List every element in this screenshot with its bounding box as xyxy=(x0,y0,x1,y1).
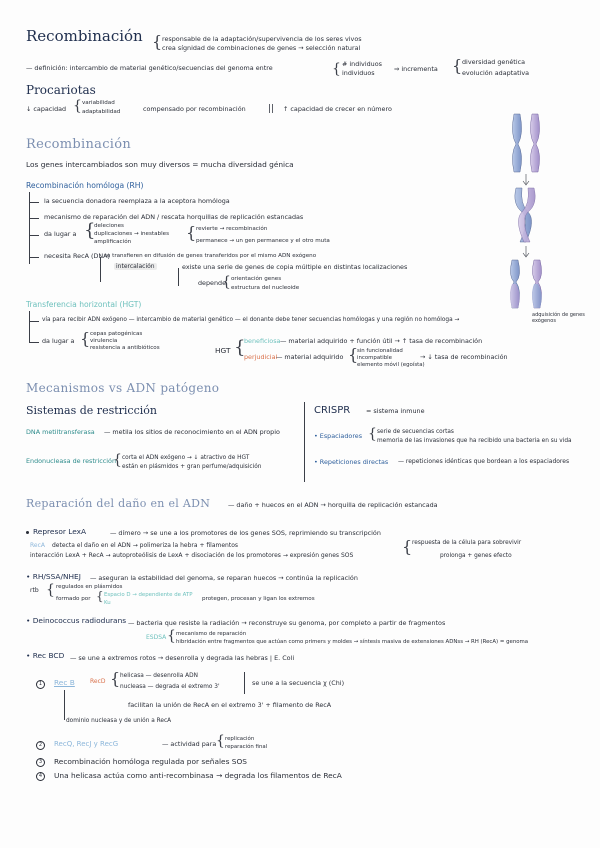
rtb-e: protegen, procesan y ligan los extremos xyxy=(202,596,315,602)
capacity-variability: variabilidad xyxy=(82,100,115,106)
recb-nuclease: nucleasa — degrada el extremo 3' xyxy=(120,684,220,690)
brace-intro: { xyxy=(152,32,163,51)
homologous-line-4b: se transfieren en difusión de genes transferidos por el mismo ADN exógeno xyxy=(104,253,317,259)
recq-activity: — actividad para xyxy=(162,740,217,748)
tree-branch xyxy=(29,321,39,322)
repair-title: Reparación del daño en el ADN xyxy=(26,497,211,510)
hgt-line-2: da lugar a xyxy=(42,337,75,345)
chi-divider xyxy=(244,672,245,694)
prolong-genes: prolonga + genes efecto xyxy=(440,553,512,559)
depends-label: depende xyxy=(198,279,227,287)
brace-hgt: { xyxy=(80,329,91,348)
recq-recj-recg: RecQ, RecJ y RecG xyxy=(54,740,119,748)
hgt-title: Transferencia horizontal (HGT) xyxy=(26,300,142,309)
intro-point-1: responsable de la adaptación/supervivencia de los seres vivos xyxy=(162,35,362,43)
procariotas-capacity: ↓ capacidad xyxy=(26,105,67,113)
endonuclease-a: corta el ADN exógeno → ↓ atractivo de HGT xyxy=(122,455,250,461)
reca-text: detecta el daño en el ADN → polimeriza la hebra + filamentos xyxy=(52,542,238,549)
tree-branch xyxy=(29,342,39,343)
brace-esdsa: { xyxy=(167,628,176,644)
hgt-line-1: vía para recibir ADN exógeno — intercambio de material genético — el donante debe tener secuencias homólogas y una región no homóloga → xyxy=(42,317,460,323)
esdsa-label: ESDSA xyxy=(146,634,167,641)
rtb-b: formado por xyxy=(56,596,91,602)
brace-capacity: { xyxy=(73,98,82,114)
brace-formed: { xyxy=(96,589,104,603)
growth-capacity: ↑ capacidad de crecer en número xyxy=(283,105,392,113)
cell-response: respuesta de la célula para sobrevivir xyxy=(412,540,522,546)
lexa-title: Represor LexA xyxy=(26,528,86,537)
result-diversity: diversidad genética xyxy=(462,58,526,66)
depends-structure: estructura del nucleoide xyxy=(231,285,300,291)
hgt-harmful: perjudicial xyxy=(244,353,278,361)
recb-helicase: helicasa — desenrolla ADN xyxy=(120,673,198,679)
hgt-label: HGT xyxy=(215,346,231,355)
restriction-endonuclease: Endonucleasa de restricción xyxy=(26,457,117,465)
separator: || xyxy=(268,104,275,114)
spacers-a: serie de secuencias cortas xyxy=(377,429,454,435)
hgt-tree-line xyxy=(29,311,30,343)
divider-vertical xyxy=(304,402,305,482)
intercalation-line: existe una serie de genes de copia múltiple en distintas localizaciones xyxy=(182,263,408,271)
methyltransferase-text: — metila los sitios de reconocimiento en el ADN propio xyxy=(104,428,280,436)
harmful-a: sin funcionalidad xyxy=(357,348,403,354)
brace-harmful: { xyxy=(348,345,359,364)
result-evolution: evolución adaptativa xyxy=(462,69,530,77)
anti-recombinase: Una helicasa actúa como anti-recombinasa → degrada los filamentos de RecA xyxy=(54,771,342,780)
homologous-tree-line xyxy=(29,192,30,264)
rtb-d: Ku xyxy=(104,600,111,606)
sos-regulated: Recombinación homóloga regulada por señales SOS xyxy=(54,757,247,766)
homologous-line-3: da lugar a xyxy=(44,230,77,238)
compensated: compensado por recombinación xyxy=(143,105,246,113)
reca-label: RecA xyxy=(30,542,45,549)
rh-text: — aseguran la estabilidad del genoma, se reparan huecos → continúa la replicación xyxy=(90,574,358,582)
methyltransferase: DNA metiltransferasa xyxy=(26,428,95,436)
rtb-a: regulados en plásmidos xyxy=(56,584,123,590)
step-3: 3 xyxy=(36,758,48,767)
esdsa-b: hibridación entre fragmentos que actúan como primers y moldes → síntesis masiva de extensiones ADNss → RH (RecA) = genoma xyxy=(176,639,529,645)
depends-orientation: orientación genes xyxy=(231,276,282,282)
genes-diversity: Los genes intercambiados son muy diversos = mucha diversidad génica xyxy=(26,160,294,169)
tree-branch xyxy=(29,218,39,219)
intro-point-2: crea sígnidad de combinaciones de genes → selección natural xyxy=(162,44,361,52)
brace-individuals: { xyxy=(332,61,341,77)
crispr-text: = sistema inmune xyxy=(366,407,425,415)
rtb-label: rtb xyxy=(30,587,39,594)
mechanisms-title: Mecanismos vs ADN patógeno xyxy=(26,381,220,395)
deinococcus: • Deinococcus radiodurans xyxy=(26,616,127,625)
brace-rtb: { xyxy=(46,582,55,598)
homologous-line-2: mecanismo de reparación del ADN / rescata horquillas de replicación estancadas xyxy=(44,213,304,221)
activity-replication: replicación xyxy=(225,736,255,742)
chromosome-recombination-diagram xyxy=(500,112,560,312)
activity-repair: reparación final xyxy=(225,744,268,750)
recbcd-text: — se une a extremos rotos → desenrolla y degrada las hebras | E. Coli xyxy=(70,654,295,662)
esdsa-a: mecanismo de reparación xyxy=(176,631,247,637)
deinococcus-text: — bacteria que resiste la radiación → reconstruye su genoma, por completo a partir de fragmentos xyxy=(128,619,446,627)
brace-depends: { xyxy=(222,274,231,290)
procariotas-title: Procariotas xyxy=(26,83,96,97)
outcome-duplications: duplicaciones → inestables xyxy=(94,231,169,237)
individuals-a: # individuos xyxy=(342,60,382,68)
tree-branch xyxy=(29,257,39,258)
tree-branch xyxy=(29,235,39,236)
step-4: 4 xyxy=(36,772,48,781)
brace-hgt-effect: { xyxy=(234,337,246,358)
outcome-amplification: amplificación xyxy=(94,239,132,245)
brace-increase: { xyxy=(452,56,463,75)
brace-outcomes: { xyxy=(84,220,96,241)
hgt-pathogenic: cepas patogénicas xyxy=(90,331,143,337)
harmful-c: elemento móvil (egoísta) xyxy=(357,362,425,368)
spacers-b: memoria de las invasiones que ha recibido una bacteria en su vida xyxy=(377,438,572,444)
step-2: 2 xyxy=(36,741,48,750)
recombinacion-subtitle: Recombinación xyxy=(26,137,132,152)
spacers: • Espaciadores xyxy=(314,432,363,440)
page-title: Recombinación xyxy=(26,27,143,45)
recbcd-title: • Rec BCD xyxy=(26,651,65,660)
brace-activity: { xyxy=(216,733,225,749)
endonuclease-b: están en plásmidos + gran perfume/adquisición xyxy=(122,464,262,470)
persistence-revert: revierte → recombinación xyxy=(196,226,268,232)
chi-sequence: se une a la secuencia χ (Chi) xyxy=(252,679,345,687)
reca-facilitate: facilitan la unión de RecA en el extremo 3' + filamento de RecA xyxy=(128,701,332,709)
increases-arrow: ⇒ incrementa xyxy=(394,65,438,73)
restriction-title: Sistemas de restricción xyxy=(26,404,157,417)
recb-domain: dominio nucleasa y de unión a RecA xyxy=(66,718,172,724)
capacity-adaptability: adaptabilidad xyxy=(82,109,121,115)
individuals-b: individuos xyxy=(342,69,375,77)
hgt-genes-acquired: adquisición de genes exógenos xyxy=(532,312,585,324)
brace-endonuclease: { xyxy=(113,452,122,468)
brace-recb: { xyxy=(110,669,121,688)
brace-response: { xyxy=(402,537,413,556)
persistence-remain: permanece → un gen permanece y el otro muta xyxy=(196,238,330,244)
homologous-line-1: la secuencia donadora reemplaza a la aceptora homóloga xyxy=(44,197,230,205)
brace-spacers: { xyxy=(368,426,377,442)
recb-label: Rec B xyxy=(54,678,75,687)
rh-ssa-nhej: • RH/SSA/NHEJ xyxy=(26,572,81,581)
recb-tree-line xyxy=(64,690,65,720)
step-1: 1 xyxy=(36,680,48,689)
hgt-resistance: resistencia a antibióticos xyxy=(90,345,160,351)
tree-line-2 xyxy=(100,257,101,282)
lexa-text: — dímero → se une a los promotores de los genes SOS, reprimiendo su transcripción xyxy=(110,529,381,537)
hgt-virulence: virulencia xyxy=(90,338,118,344)
brace-persistence: { xyxy=(186,223,197,242)
hgt-beneficial-text: — material adquirido + función útil → ↑ tasa de recombinación xyxy=(280,337,483,345)
crispr-title: CRISPR xyxy=(314,405,351,416)
recd-label: RecD xyxy=(90,678,106,685)
direct-repeats-text: — repeticiones idénticas que bordean a los espaciadores xyxy=(398,458,570,465)
definition: — definición: intercambio de material genético/secuencias del genoma entre xyxy=(26,64,273,72)
homologous-line-4: necesita RecA (DNA) xyxy=(44,252,111,260)
harmful-b: incompatible xyxy=(357,355,392,361)
outcome-deletions: deleciones xyxy=(94,223,124,229)
repair-subtitle: — daño + huecos en el ADN → horquilla de replicación estancada xyxy=(228,501,438,509)
hgt-harmful-result: → ↓ tasa de recombinación xyxy=(420,353,508,361)
tree-branch xyxy=(29,202,39,203)
homologous-title: Recombinación homóloga (RH) xyxy=(26,181,144,190)
rtb-c: Espacio D → dependiente de ATP xyxy=(104,592,193,598)
lexa-interaction: interacción LexA + RecA → autoproteólisis de LexA + disociación de los promotores → expresión genes SOS xyxy=(30,552,354,559)
tree-line-3 xyxy=(178,268,179,286)
hgt-beneficial: beneficiosa xyxy=(244,337,281,345)
intercalation-label: intercalación xyxy=(116,263,155,270)
hgt-harmful-text: — material adquirido xyxy=(276,353,344,361)
direct-repeats: • Repeticiones directas xyxy=(314,458,389,466)
